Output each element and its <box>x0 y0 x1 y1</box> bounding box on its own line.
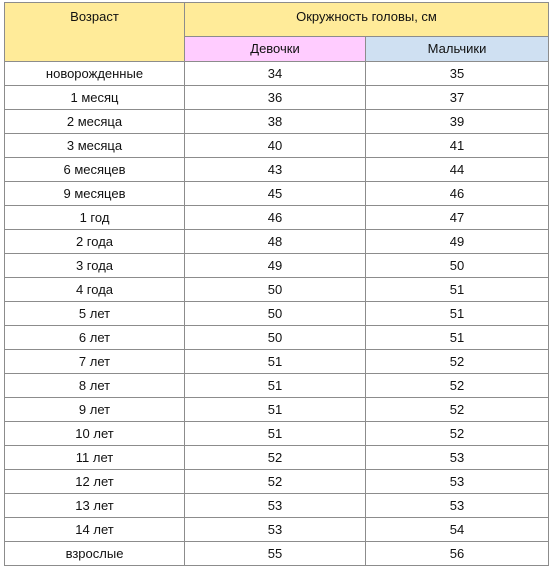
girls-value-cell: 52 <box>185 470 366 494</box>
table-row <box>5 230 549 254</box>
table-row <box>5 518 549 542</box>
boys-value-cell: 52 <box>366 422 549 446</box>
boys-value-cell: 51 <box>366 278 549 302</box>
age-cell: 9 месяцев <box>5 182 185 206</box>
age-cell: 6 лет <box>5 326 185 350</box>
table-row <box>5 206 549 230</box>
table-row <box>5 182 549 206</box>
age-cell: 6 месяцев <box>5 158 185 182</box>
age-column-header: Возраст <box>5 3 185 62</box>
age-cell: 1 год <box>5 206 185 230</box>
circumference-column-header: Окружность головы, см <box>185 3 549 37</box>
girls-value-cell: 51 <box>185 398 366 422</box>
boys-value-cell: 53 <box>366 446 549 470</box>
boys-value-cell: 50 <box>366 254 549 278</box>
boys-value-cell: 52 <box>366 398 549 422</box>
age-cell: новорожденные <box>5 62 185 86</box>
head-circumference-table-container <box>4 2 548 566</box>
table-body <box>5 62 549 566</box>
girls-value-cell: 53 <box>185 494 366 518</box>
header-row-1 <box>5 3 549 37</box>
age-cell: 13 лет <box>5 494 185 518</box>
boys-column-header: Мальчики <box>366 37 549 62</box>
table-row <box>5 542 549 566</box>
boys-value-cell: 53 <box>366 470 549 494</box>
girls-value-cell: 50 <box>185 326 366 350</box>
girls-value-cell: 38 <box>185 110 366 134</box>
girls-value-cell: 49 <box>185 254 366 278</box>
table-row <box>5 62 549 86</box>
table-row <box>5 326 549 350</box>
table-row <box>5 446 549 470</box>
girls-value-cell: 51 <box>185 350 366 374</box>
boys-value-cell: 49 <box>366 230 549 254</box>
boys-value-cell: 56 <box>366 542 549 566</box>
age-cell: 12 лет <box>5 470 185 494</box>
age-cell: 7 лет <box>5 350 185 374</box>
age-cell: 10 лет <box>5 422 185 446</box>
girls-value-cell: 51 <box>185 374 366 398</box>
age-cell: взрослые <box>5 542 185 566</box>
boys-value-cell: 54 <box>366 518 549 542</box>
age-cell: 5 лет <box>5 302 185 326</box>
boys-value-cell: 47 <box>366 206 549 230</box>
age-cell: 4 года <box>5 278 185 302</box>
boys-value-cell: 51 <box>366 326 549 350</box>
table-header <box>5 3 549 62</box>
boys-value-cell: 44 <box>366 158 549 182</box>
boys-value-cell: 39 <box>366 110 549 134</box>
table-row <box>5 86 549 110</box>
age-cell: 2 года <box>5 230 185 254</box>
age-cell: 2 месяца <box>5 110 185 134</box>
age-cell: 1 месяц <box>5 86 185 110</box>
table-row <box>5 110 549 134</box>
boys-value-cell: 53 <box>366 494 549 518</box>
girls-value-cell: 46 <box>185 206 366 230</box>
girls-value-cell: 53 <box>185 518 366 542</box>
girls-value-cell: 36 <box>185 86 366 110</box>
age-cell: 11 лет <box>5 446 185 470</box>
girls-value-cell: 40 <box>185 134 366 158</box>
girls-value-cell: 51 <box>185 422 366 446</box>
table-row <box>5 470 549 494</box>
table-row <box>5 278 549 302</box>
table-row <box>5 374 549 398</box>
age-cell: 14 лет <box>5 518 185 542</box>
age-cell: 8 лет <box>5 374 185 398</box>
girls-value-cell: 43 <box>185 158 366 182</box>
girls-value-cell: 34 <box>185 62 366 86</box>
girls-value-cell: 48 <box>185 230 366 254</box>
age-cell: 9 лет <box>5 398 185 422</box>
boys-value-cell: 46 <box>366 182 549 206</box>
boys-value-cell: 52 <box>366 374 549 398</box>
boys-value-cell: 37 <box>366 86 549 110</box>
table-row <box>5 134 549 158</box>
table-row <box>5 254 549 278</box>
table-row <box>5 398 549 422</box>
boys-value-cell: 51 <box>366 302 549 326</box>
table-row <box>5 302 549 326</box>
table-row <box>5 494 549 518</box>
girls-value-cell: 55 <box>185 542 366 566</box>
boys-value-cell: 52 <box>366 350 549 374</box>
girls-column-header: Девочки <box>185 37 366 62</box>
age-cell: 3 месяца <box>5 134 185 158</box>
girls-value-cell: 50 <box>185 278 366 302</box>
table-row <box>5 158 549 182</box>
girls-value-cell: 45 <box>185 182 366 206</box>
head-circumference-table <box>4 2 549 566</box>
girls-value-cell: 52 <box>185 446 366 470</box>
age-cell: 3 года <box>5 254 185 278</box>
boys-value-cell: 41 <box>366 134 549 158</box>
table-row <box>5 422 549 446</box>
girls-value-cell: 50 <box>185 302 366 326</box>
boys-value-cell: 35 <box>366 62 549 86</box>
table-row <box>5 350 549 374</box>
